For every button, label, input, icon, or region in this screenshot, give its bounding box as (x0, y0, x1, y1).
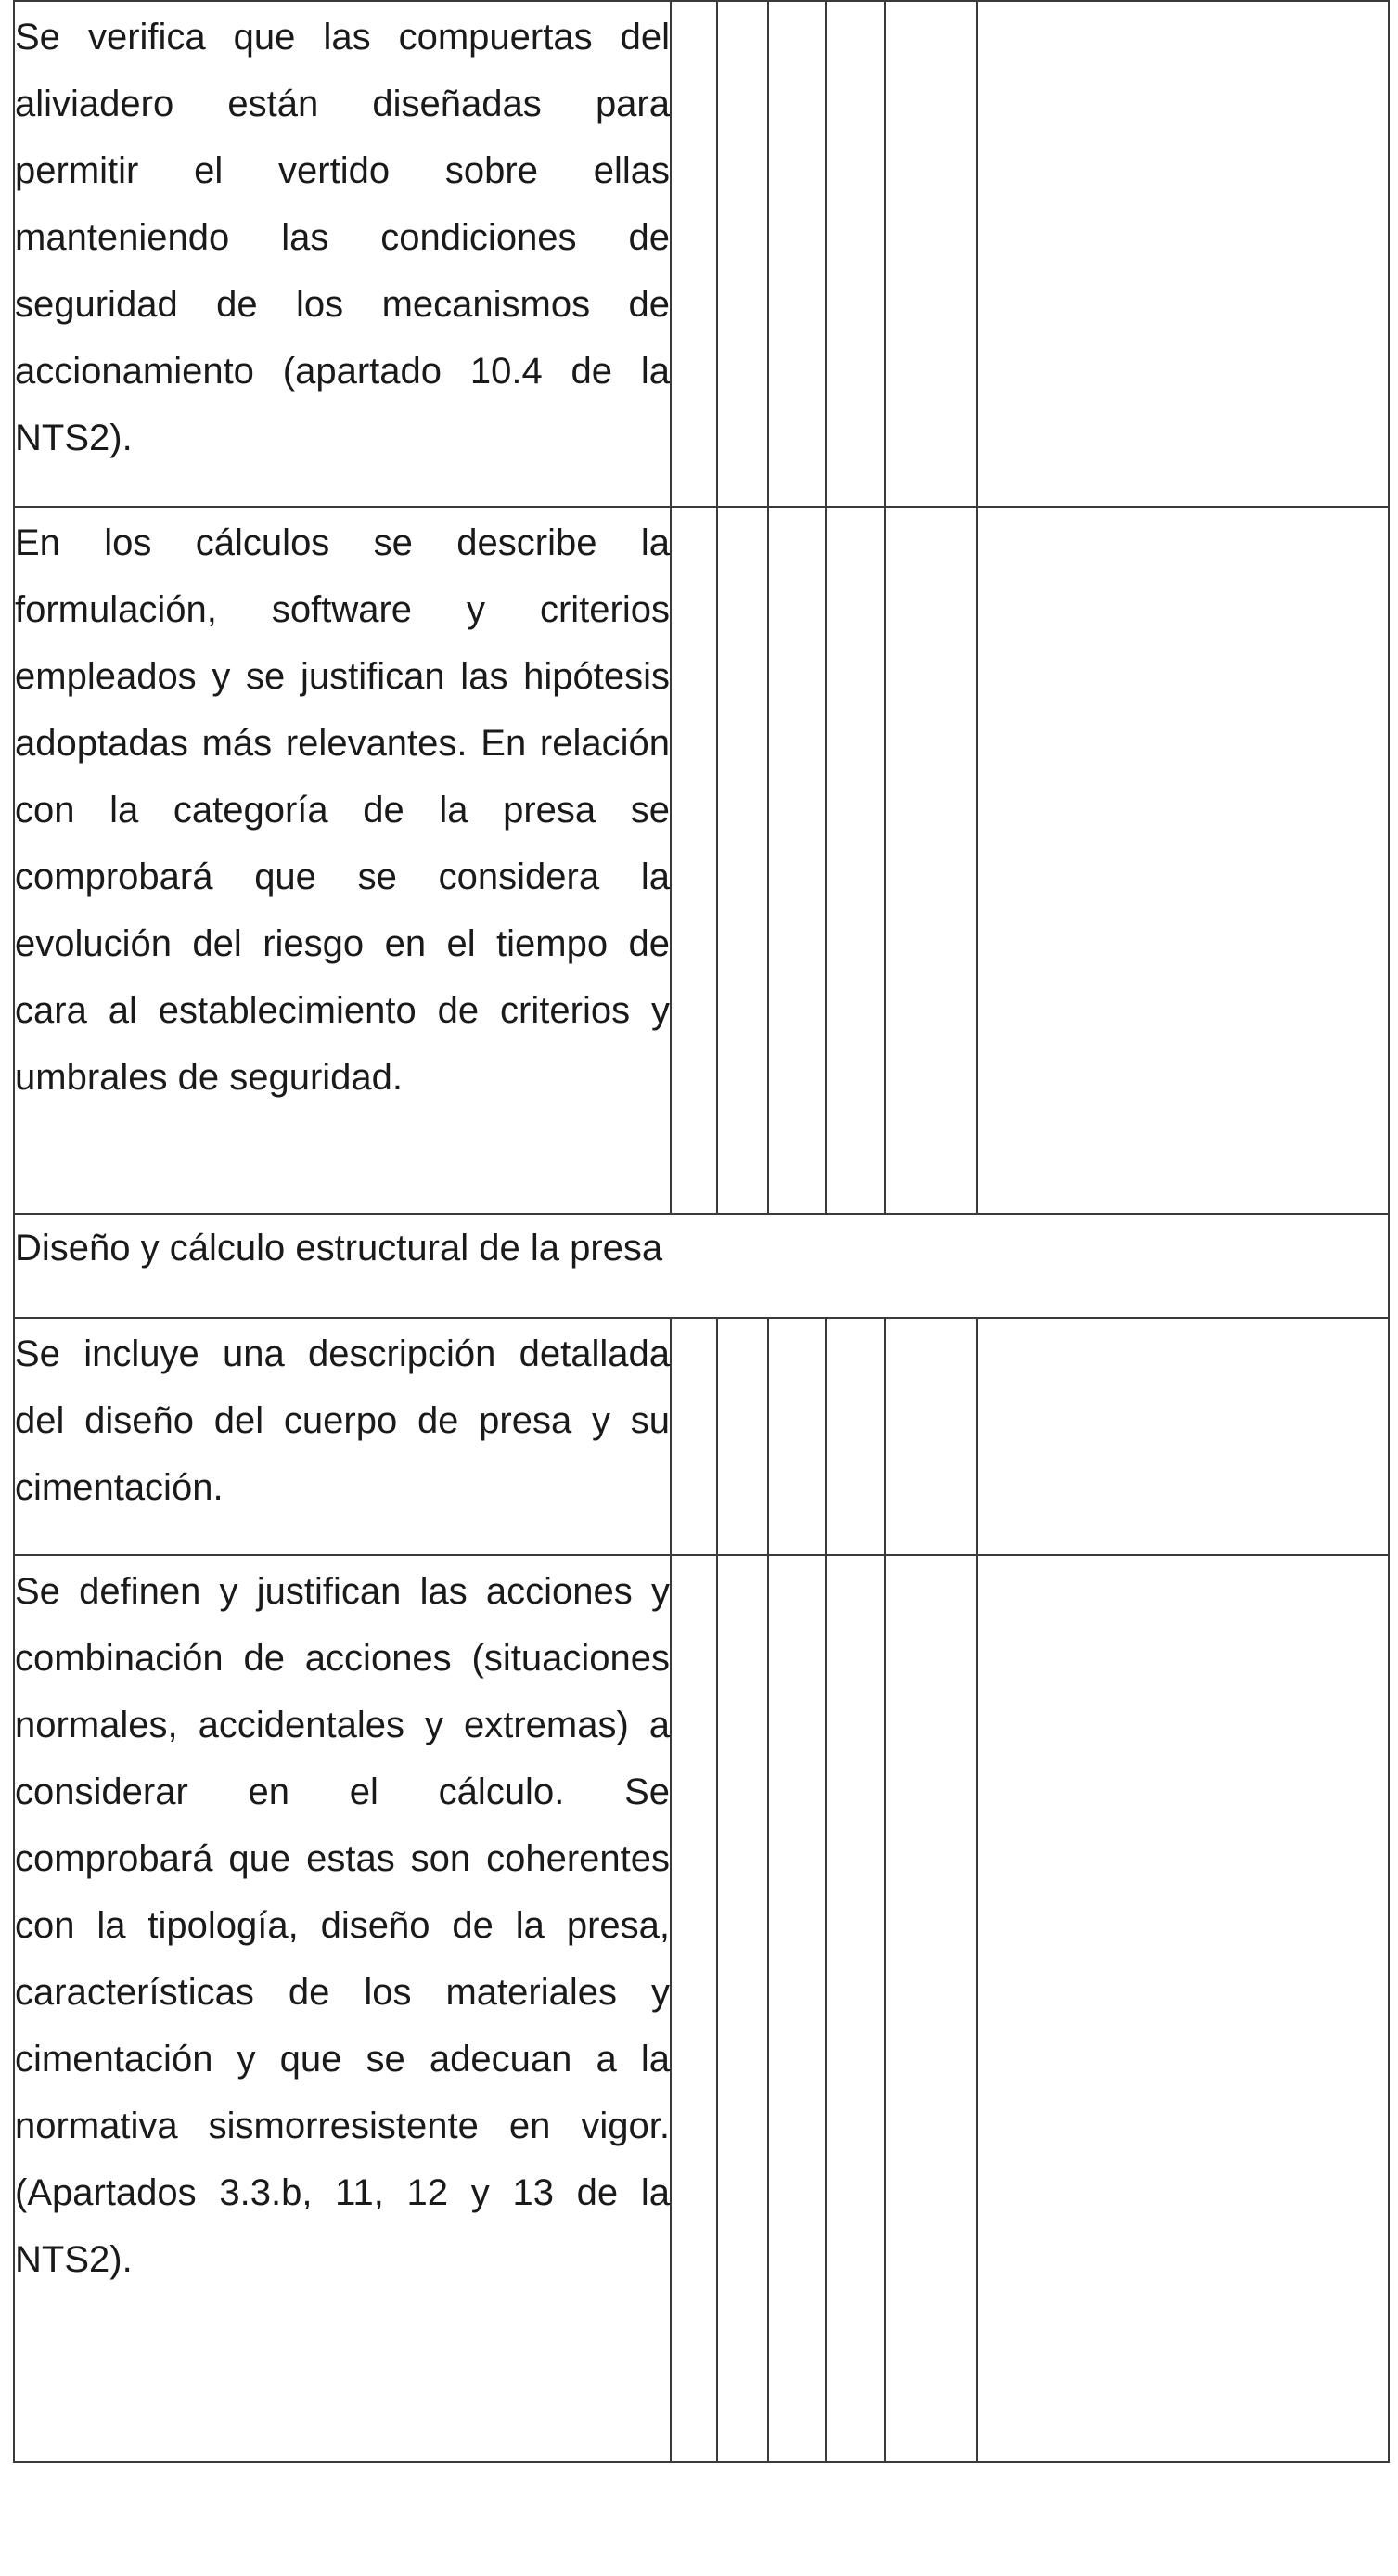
section-row (14, 1214, 1389, 1318)
check-cell (671, 1, 717, 507)
check-cell (826, 1318, 885, 1555)
observations-cell (977, 1555, 1389, 2462)
table-row (14, 1555, 1389, 2462)
check-cell (717, 1555, 768, 2462)
table-row (14, 1, 1389, 507)
check-cell (885, 507, 977, 1214)
check-cell (717, 507, 768, 1214)
section-heading: Diseño y cálculo estructural de la presa (14, 1214, 1389, 1318)
checklist-table (13, 0, 1390, 2463)
requirement-cell (14, 1555, 671, 2462)
requirement-cell (14, 1, 671, 507)
check-cell (826, 1555, 885, 2462)
check-cell (885, 1555, 977, 2462)
table-row (14, 507, 1389, 1214)
requirement-text: En los cálculos se describe la formulación, software y criterios empleados y se justifican las hipótesis adoptadas más relevantes. En relación con la categoría de la presa se comprobará que se considera la evolución del riesgo en el tiempo de cara al establecimiento de criterios y umbrales de seguridad. (15, 522, 670, 1098)
check-cell (826, 507, 885, 1214)
check-cell (671, 1318, 717, 1555)
table-row (14, 1318, 1389, 1555)
check-cell (671, 507, 717, 1214)
check-cell (717, 1318, 768, 1555)
check-cell (885, 1, 977, 507)
check-cell (768, 1, 826, 507)
requirement-text: Se incluye una descripción detallada del diseño del cuerpo de presa y su cimentación. (15, 1333, 670, 1508)
check-cell (826, 1, 885, 507)
observations-cell (977, 1318, 1389, 1555)
check-cell (768, 1555, 826, 2462)
requirement-text: Se definen y justifican las acciones y combinación de acciones (situaciones normales, accidentales y extremas) a considerar en el cálculo. Se comprobará que estas son coherentes con la tipología, diseño de la presa, características de los materiales y cimentación y que se adecuan a la normativa sismorresistente en vigor. (Apartados 3.3.b, 11, 12 y 13 de la NTS2). (15, 1571, 670, 2280)
requirement-cell (14, 507, 671, 1214)
check-cell (671, 1555, 717, 2462)
observations-cell (977, 507, 1389, 1214)
check-cell (768, 507, 826, 1214)
observations-cell (977, 1, 1389, 507)
check-cell (885, 1318, 977, 1555)
requirement-cell (14, 1318, 671, 1555)
check-cell (717, 1, 768, 507)
check-cell (768, 1318, 826, 1555)
requirement-text: Se verifica que las compuertas del aliviadero están diseñadas para permitir el vertido sobre ellas manteniendo las condiciones de seguridad de los mecanismos de accionamiento (apartado 10.4 de la NTS2). (15, 17, 670, 458)
